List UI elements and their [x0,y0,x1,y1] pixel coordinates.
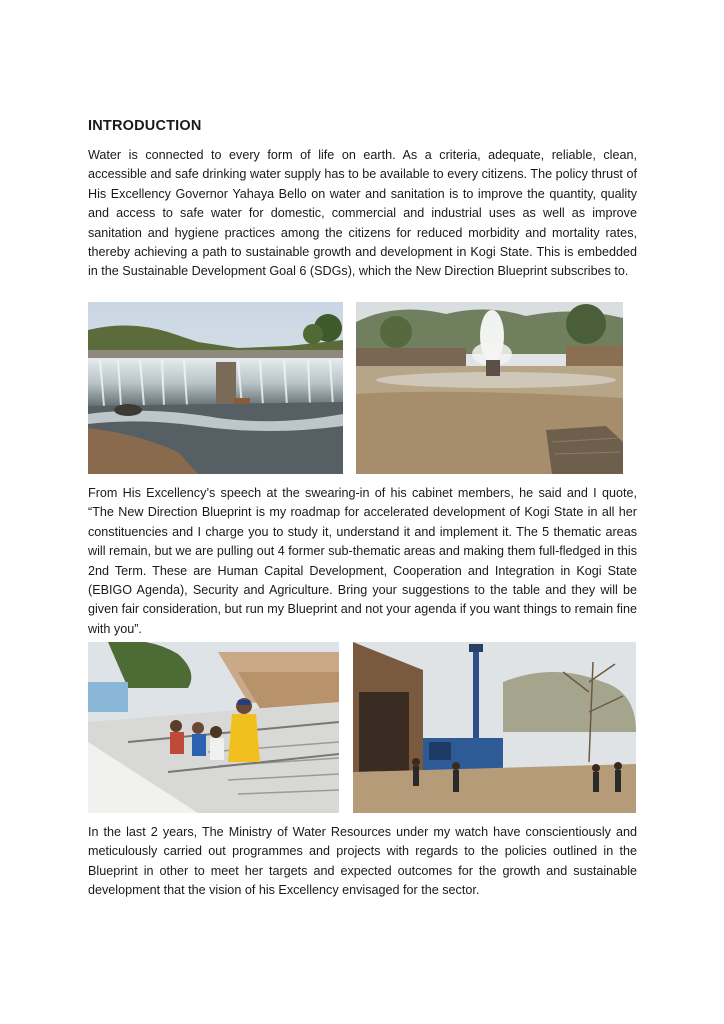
workers-on-stairs-photo [88,642,339,813]
borehole-water-jet-photo [356,302,623,474]
speech-paragraph: From His Excellency’s speech at the swearing-in of his cabinet members, he said and I quote, “The New Direction Blueprint is my roadmap for accelerated development of Kogi State in all her constituencies and I charge you to study it, understand it and implement it. The 5 thematic areas will remain, but we are pulling out 4 former sub-thematic areas and making them full-fledged in this 2nd Term. These are Human Capital Development, Cooperation and Integration in Kogi State (EBIGO Agenda), Security and Agriculture. Bring your suggestions to the table and they will be given fair consideration, but run my Blueprint and not your agenda if you want things to remain fine with you”. [88,486,637,636]
ministry-paragraph: In the last 2 years, The Ministry of Water Resources under my watch have conscientiously and meticulously carried out programmes and projects with regards to the policies outlined in the Blueprint in other to meet her targets and expected outcomes for the growth and sustainable development that the vision of his Excellency envisaged for the sector. [88,825,637,898]
drilling-rig-photo [353,642,636,813]
section-heading: INTRODUCTION [88,118,202,134]
dam-spillway-photo [88,302,343,474]
intro-paragraph: Water is connected to every form of life on earth. As a criteria, adequate, reliable, clean, accessible and safe drinking water supply has to be available to every citizens. The policy thrust of His Excellency Governor Yahaya Bello on water and sanitation is to improve the quantity, quality and access to safe water for domestic, commercial and industrial uses as well as improve sanitation and hygiene practices among the citizens for reduced morbidity and mortality rates, thereby achieving a path to sustainable growth and development in Kogi State. This is embedded in the Sustainable Development Goal 6 (SDGs), which the New Direction Blueprint subscribes to. [88,148,637,279]
